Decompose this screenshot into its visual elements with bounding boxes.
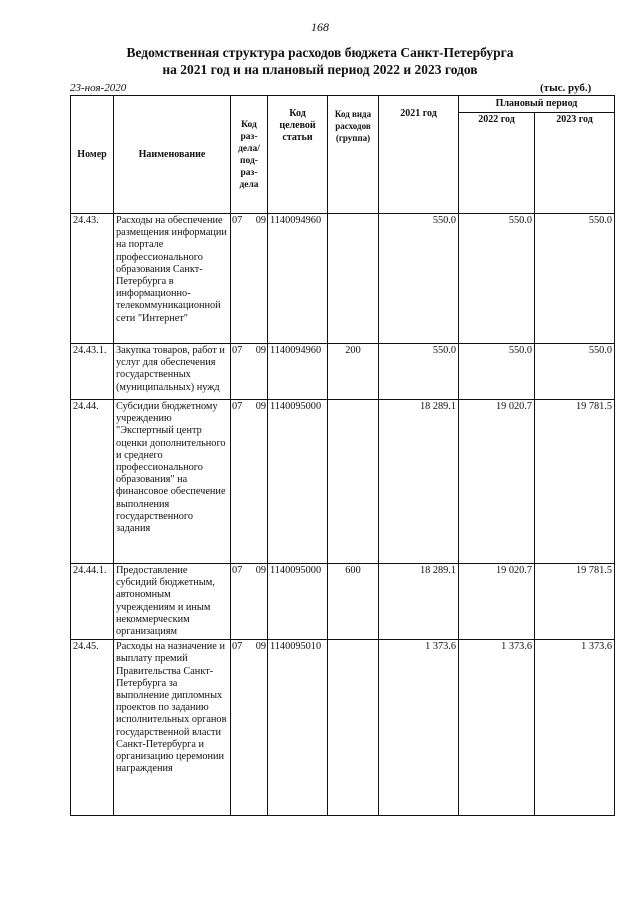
row-2023: 19 781.5 [535, 564, 615, 640]
document-date: 23-ноя-2020 [70, 82, 127, 94]
row-2021: 18 289.1 [379, 564, 459, 640]
subsection: 09 [255, 345, 266, 356]
row-number: 24.44.1. [71, 564, 114, 640]
header-expense-type-code: Код вида расходов (группа) [328, 96, 379, 214]
row-target-code: 1140094960 [268, 344, 328, 400]
row-target-code: 1140094960 [268, 214, 328, 344]
row-2022: 19 020.7 [459, 400, 535, 564]
table-row [71, 400, 615, 564]
row-expense-type [328, 214, 379, 344]
row-target-code: 1140095000 [268, 564, 328, 640]
row-number: 24.43.1. [71, 344, 114, 400]
row-2021: 550.0 [379, 214, 459, 344]
row-2023: 1 373.6 [535, 640, 615, 816]
section: 07 [232, 641, 243, 653]
header-year-2022: 2022 год [459, 113, 535, 214]
header-name: Наименование [114, 96, 231, 214]
row-section-code [231, 344, 268, 400]
document-title [0, 44, 640, 78]
header-target-code: Код целевой статьи [268, 96, 328, 214]
row-2022: 550.0 [459, 344, 535, 400]
row-expense-type: 600 [328, 564, 379, 640]
table-row [71, 344, 615, 400]
row-2021: 18 289.1 [379, 400, 459, 564]
row-2023: 19 781.5 [535, 400, 615, 564]
row-section-code [231, 400, 268, 564]
row-target-code: 1140095000 [268, 400, 328, 564]
table-row [71, 564, 615, 640]
row-name: Субсидии бюджетному учреждению "Экспертный центр оценки дополнительного и среднего профессионального образования" на финансовое обеспечение выполнения государственного задания [114, 400, 231, 564]
subsection: 09 [255, 215, 266, 226]
section: 07 [232, 215, 243, 226]
page-number: 168 [311, 20, 329, 34]
row-target-code: 1140095010 [268, 640, 328, 816]
row-expense-type: 200 [328, 344, 379, 400]
row-2021: 550.0 [379, 344, 459, 400]
row-name: Расходы на назначение и выплату премий Правительства Санкт-Петербурга за выполнение дипломных проектов по заданию исполнительных органов государственной власти Санкт-Петербурга и организацию церемонии награждения [114, 640, 231, 816]
header-number: Номер [71, 96, 114, 214]
row-number: 24.43. [71, 214, 114, 344]
subsection: 09 [255, 401, 266, 412]
title-line-2: на 2021 год и на плановый период 2022 и 2023 годов [162, 62, 478, 77]
row-name: Предоставление субсидий бюджетным, автономным учреждениям и иным некоммерческим организациям [114, 564, 231, 640]
row-name: Закупка товаров, работ и услуг для обеспечения государственных (муниципальных) нужд [114, 344, 231, 400]
row-section-code [231, 214, 268, 344]
title-line-1: Ведомственная структура расходов бюджета Санкт-Петербурга [126, 45, 514, 60]
subsection: 09 [255, 565, 266, 576]
section: 07 [232, 401, 243, 412]
subsection: 09 [255, 641, 266, 653]
units-label: (тыс. руб.) [540, 82, 592, 94]
section: 07 [232, 345, 243, 356]
section: 07 [232, 565, 243, 576]
row-2021: 1 373.6 [379, 640, 459, 816]
row-expense-type [328, 400, 379, 564]
row-number: 24.45. [71, 640, 114, 816]
row-2023: 550.0 [535, 214, 615, 344]
table-row [71, 214, 615, 344]
header-section-code: Код раз- дела/ под- раз- дела [231, 96, 268, 214]
row-section-code [231, 564, 268, 640]
header-planned-period: Плановый период [459, 96, 615, 113]
header-row-1 [71, 96, 615, 113]
row-2022: 1 373.6 [459, 640, 535, 816]
row-2022: 19 020.7 [459, 564, 535, 640]
row-expense-type [328, 640, 379, 816]
table-row [71, 640, 615, 816]
header-year-2023: 2023 год [535, 113, 615, 214]
row-2023: 550.0 [535, 344, 615, 400]
row-name: Расходы на обеспечение размещения информации на портале профессионального образования Санкт-Петербурга в информационно-телекоммуникационной сети "Интернет" [114, 214, 231, 344]
budget-table [70, 95, 615, 816]
row-section-code [231, 640, 268, 816]
row-number: 24.44. [71, 400, 114, 564]
row-2022: 550.0 [459, 214, 535, 344]
header-year-2021: 2021 год [379, 96, 459, 214]
